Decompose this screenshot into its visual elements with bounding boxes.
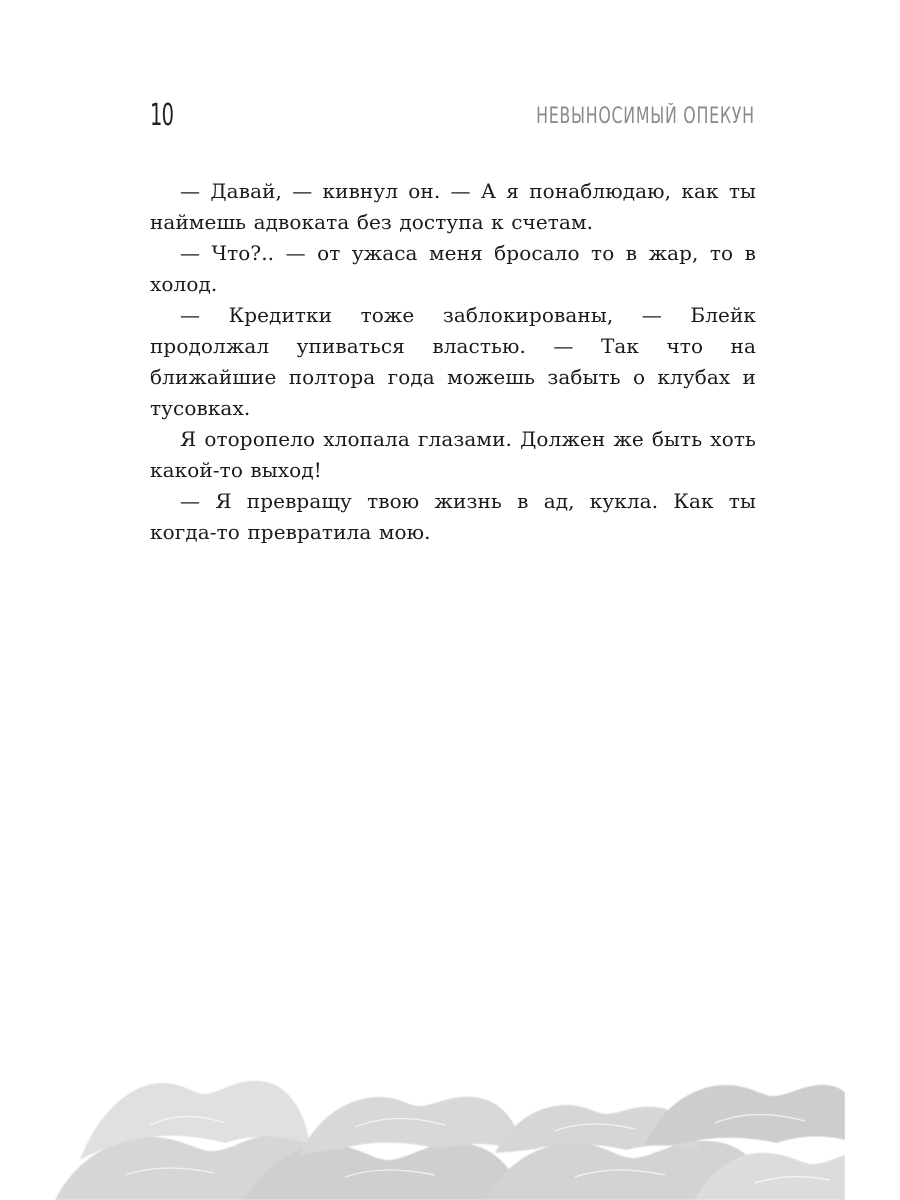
paragraph: — Я превращу твою жизнь в ад, кукла. Как ты когда-то превратила мою. xyxy=(150,489,756,544)
body-text xyxy=(150,176,756,548)
paragraph: — Давай, — кивнул он. — А я понаблюдаю, как ты наймешь адвоката без доступа к счетам. xyxy=(150,179,756,234)
running-head-title: НЕВЫНОСИМЫЙ ОПЕКУН xyxy=(536,104,755,129)
paragraph: — Кредитки тоже заблокированы, — Блейк продолжал упиваться властью. — Так что на ближайшие полтора года можешь забыть о клубах и тусовках. xyxy=(150,303,756,420)
paragraph: Я оторопело хлопала глазами. Должен же быть хоть какой-то выход! xyxy=(150,427,756,482)
paragraph: — Что?.. — от ужаса меня бросало то в жар, то в холод. xyxy=(150,241,756,296)
lips-print-pattern-icon xyxy=(55,1065,845,1200)
page-number: 10 xyxy=(150,98,174,133)
